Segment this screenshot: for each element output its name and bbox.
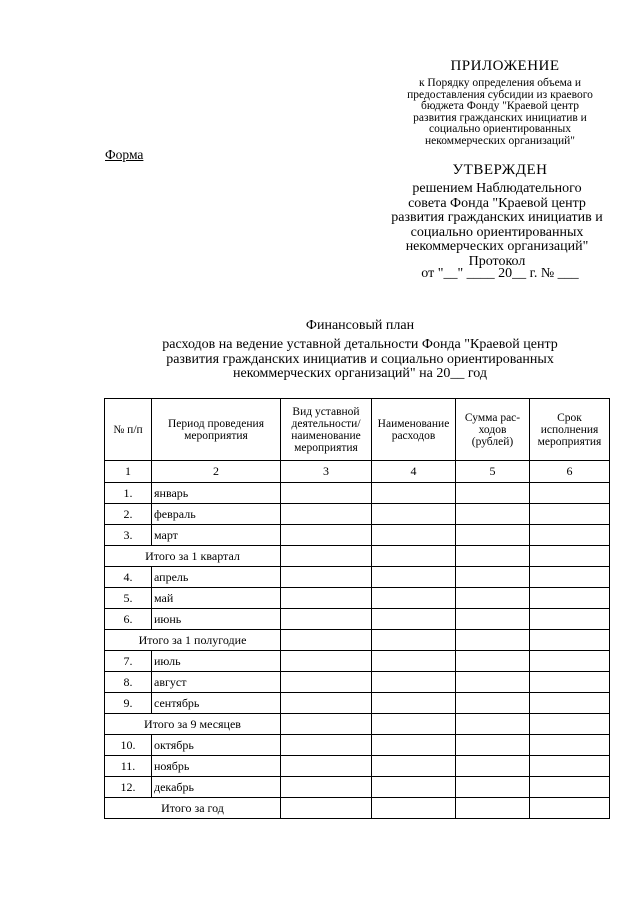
- table-row: [105, 483, 610, 504]
- empty-cell: [281, 630, 372, 651]
- row-period: февраль: [152, 504, 281, 525]
- column-number: 4: [372, 461, 456, 483]
- empty-cell: [530, 504, 610, 525]
- empty-cell: [530, 483, 610, 504]
- empty-cell: [281, 798, 372, 819]
- empty-cell: [281, 777, 372, 798]
- empty-cell: [281, 735, 372, 756]
- empty-cell: [372, 777, 456, 798]
- table-row: [105, 588, 610, 609]
- empty-cell: [530, 588, 610, 609]
- table-total-row: [105, 798, 610, 819]
- column-number: 1: [105, 461, 152, 483]
- empty-cell: [281, 693, 372, 714]
- column-number: 2: [152, 461, 281, 483]
- empty-cell: [372, 651, 456, 672]
- empty-cell: [456, 483, 530, 504]
- empty-cell: [372, 588, 456, 609]
- plan-title: Финансовый план: [305, 318, 415, 333]
- empty-cell: [372, 714, 456, 735]
- appendix-line: некоммерческих организаций": [425, 134, 575, 147]
- total-label: Итого за год: [105, 798, 281, 819]
- empty-cell: [456, 630, 530, 651]
- empty-cell: [456, 735, 530, 756]
- total-label: Итого за 1 полугодие: [105, 630, 281, 651]
- empty-cell: [281, 483, 372, 504]
- empty-cell: [530, 777, 610, 798]
- empty-cell: [456, 525, 530, 546]
- table-row: [105, 672, 610, 693]
- approval-line: Протокол: [468, 253, 526, 269]
- empty-cell: [456, 546, 530, 567]
- empty-cell: [456, 798, 530, 819]
- approval-line: развития гражданских инициатив и: [391, 210, 603, 225]
- header-cell: Сумма рас-ходов (рублей): [456, 399, 530, 461]
- row-number: 10.: [105, 735, 152, 756]
- empty-cell: [456, 651, 530, 672]
- empty-cell: [456, 609, 530, 630]
- header-cell: № п/п: [105, 399, 152, 461]
- empty-cell: [372, 672, 456, 693]
- table-row: [105, 504, 610, 525]
- row-number: 2.: [105, 504, 152, 525]
- empty-cell: [372, 798, 456, 819]
- empty-cell: [372, 504, 456, 525]
- empty-cell: [372, 546, 456, 567]
- empty-cell: [281, 567, 372, 588]
- row-number: 1.: [105, 483, 152, 504]
- header-row: [105, 399, 610, 461]
- approval-title: УТВЕРЖДЕН: [452, 162, 548, 178]
- empty-cell: [372, 609, 456, 630]
- header-cell: Вид уставной деятельности/ наименование мероприятия: [281, 399, 372, 461]
- row-period: апрель: [152, 567, 281, 588]
- row-number: 7.: [105, 651, 152, 672]
- row-period: июнь: [152, 609, 281, 630]
- row-number: 11.: [105, 756, 152, 777]
- appendix-title: ПРИЛОЖЕНИЕ: [450, 58, 560, 74]
- approval-text: [372, 182, 622, 269]
- total-label: Итого за 1 квартал: [105, 546, 281, 567]
- table-row: [105, 756, 610, 777]
- empty-cell: [530, 798, 610, 819]
- appendix-line: социально ориентированных: [429, 123, 571, 135]
- empty-cell: [281, 546, 372, 567]
- empty-cell: [456, 693, 530, 714]
- empty-cell: [281, 588, 372, 609]
- empty-cell: [372, 630, 456, 651]
- empty-cell: [456, 672, 530, 693]
- approval-date-line: от "__" ____ 20__ г. № ___: [421, 266, 579, 281]
- empty-cell: [281, 672, 372, 693]
- approval-line: решением Наблюдательного: [412, 181, 582, 196]
- empty-cell: [530, 567, 610, 588]
- empty-cell: [530, 672, 610, 693]
- empty-cell: [281, 504, 372, 525]
- row-period: сентябрь: [152, 693, 281, 714]
- empty-cell: [281, 756, 372, 777]
- empty-cell: [530, 651, 610, 672]
- appendix-line: развития гражданских инициатив и: [413, 111, 587, 124]
- plan-subtitle-line: расходов на ведение уставной детальности Фонда "Краевой центр: [162, 337, 558, 352]
- appendix-text: [385, 78, 615, 147]
- empty-cell: [530, 630, 610, 651]
- empty-cell: [372, 483, 456, 504]
- row-period: октябрь: [152, 735, 281, 756]
- row-number: 6.: [105, 609, 152, 630]
- total-label: Итого за 9 месяцев: [105, 714, 281, 735]
- empty-cell: [456, 714, 530, 735]
- row-number: 3.: [105, 525, 152, 546]
- empty-cell: [530, 756, 610, 777]
- plan-subtitle-line: некоммерческих организаций" на 20__ год: [233, 366, 487, 381]
- row-period: январь: [152, 483, 281, 504]
- row-period: июль: [152, 651, 281, 672]
- header-cell: Наименование расходов: [372, 399, 456, 461]
- table-row: [105, 525, 610, 546]
- row-number: 9.: [105, 693, 152, 714]
- empty-cell: [530, 714, 610, 735]
- form-label: Форма: [105, 147, 144, 162]
- table-total-row: [105, 546, 610, 567]
- row-number: 8.: [105, 672, 152, 693]
- empty-cell: [456, 504, 530, 525]
- row-period: август: [152, 672, 281, 693]
- empty-cell: [372, 756, 456, 777]
- table-row: [105, 777, 610, 798]
- empty-cell: [281, 609, 372, 630]
- empty-cell: [456, 756, 530, 777]
- approval-line: социально ориентированных: [410, 224, 584, 240]
- approval-line: совета Фонда "Краевой центр: [408, 195, 586, 211]
- column-number-row: [105, 461, 610, 483]
- table-row: [105, 567, 610, 588]
- empty-cell: [281, 714, 372, 735]
- header-cell: Период проведения мероприятия: [152, 399, 281, 461]
- empty-cell: [530, 693, 610, 714]
- plan-subtitle-line: развития гражданских инициатив и социально ориентированных: [166, 351, 554, 367]
- empty-cell: [530, 609, 610, 630]
- column-number: 5: [456, 461, 530, 483]
- row-period: май: [152, 588, 281, 609]
- empty-cell: [281, 651, 372, 672]
- row-number: 12.: [105, 777, 152, 798]
- empty-cell: [372, 735, 456, 756]
- appendix-line: бюджета Фонду "Краевой центр: [420, 100, 579, 112]
- empty-cell: [372, 693, 456, 714]
- empty-cell: [530, 525, 610, 546]
- table-total-row: [105, 714, 610, 735]
- plan-subtitle: [130, 338, 590, 382]
- table-row: [105, 693, 610, 714]
- empty-cell: [456, 777, 530, 798]
- table-row: [105, 651, 610, 672]
- appendix-line: к Порядку определения объема и: [418, 77, 582, 89]
- column-number: 3: [281, 461, 372, 483]
- header-cell: Срок исполнения мероприятия: [530, 399, 610, 461]
- appendix-line: предоставления субсидии из краевого: [407, 88, 593, 101]
- row-number: 5.: [105, 588, 152, 609]
- empty-cell: [456, 588, 530, 609]
- row-period: декабрь: [152, 777, 281, 798]
- empty-cell: [456, 567, 530, 588]
- row-number: 4.: [105, 567, 152, 588]
- table-total-row: [105, 630, 610, 651]
- row-period: ноябрь: [152, 756, 281, 777]
- empty-cell: [281, 525, 372, 546]
- financial-plan-table: [104, 398, 610, 819]
- empty-cell: [372, 567, 456, 588]
- empty-cell: [530, 735, 610, 756]
- row-period: март: [152, 525, 281, 546]
- column-number: 6: [530, 461, 610, 483]
- empty-cell: [530, 546, 610, 567]
- approval-line: некоммерческих организаций": [405, 239, 589, 254]
- table-row: [105, 735, 610, 756]
- empty-cell: [372, 525, 456, 546]
- table-row: [105, 609, 610, 630]
